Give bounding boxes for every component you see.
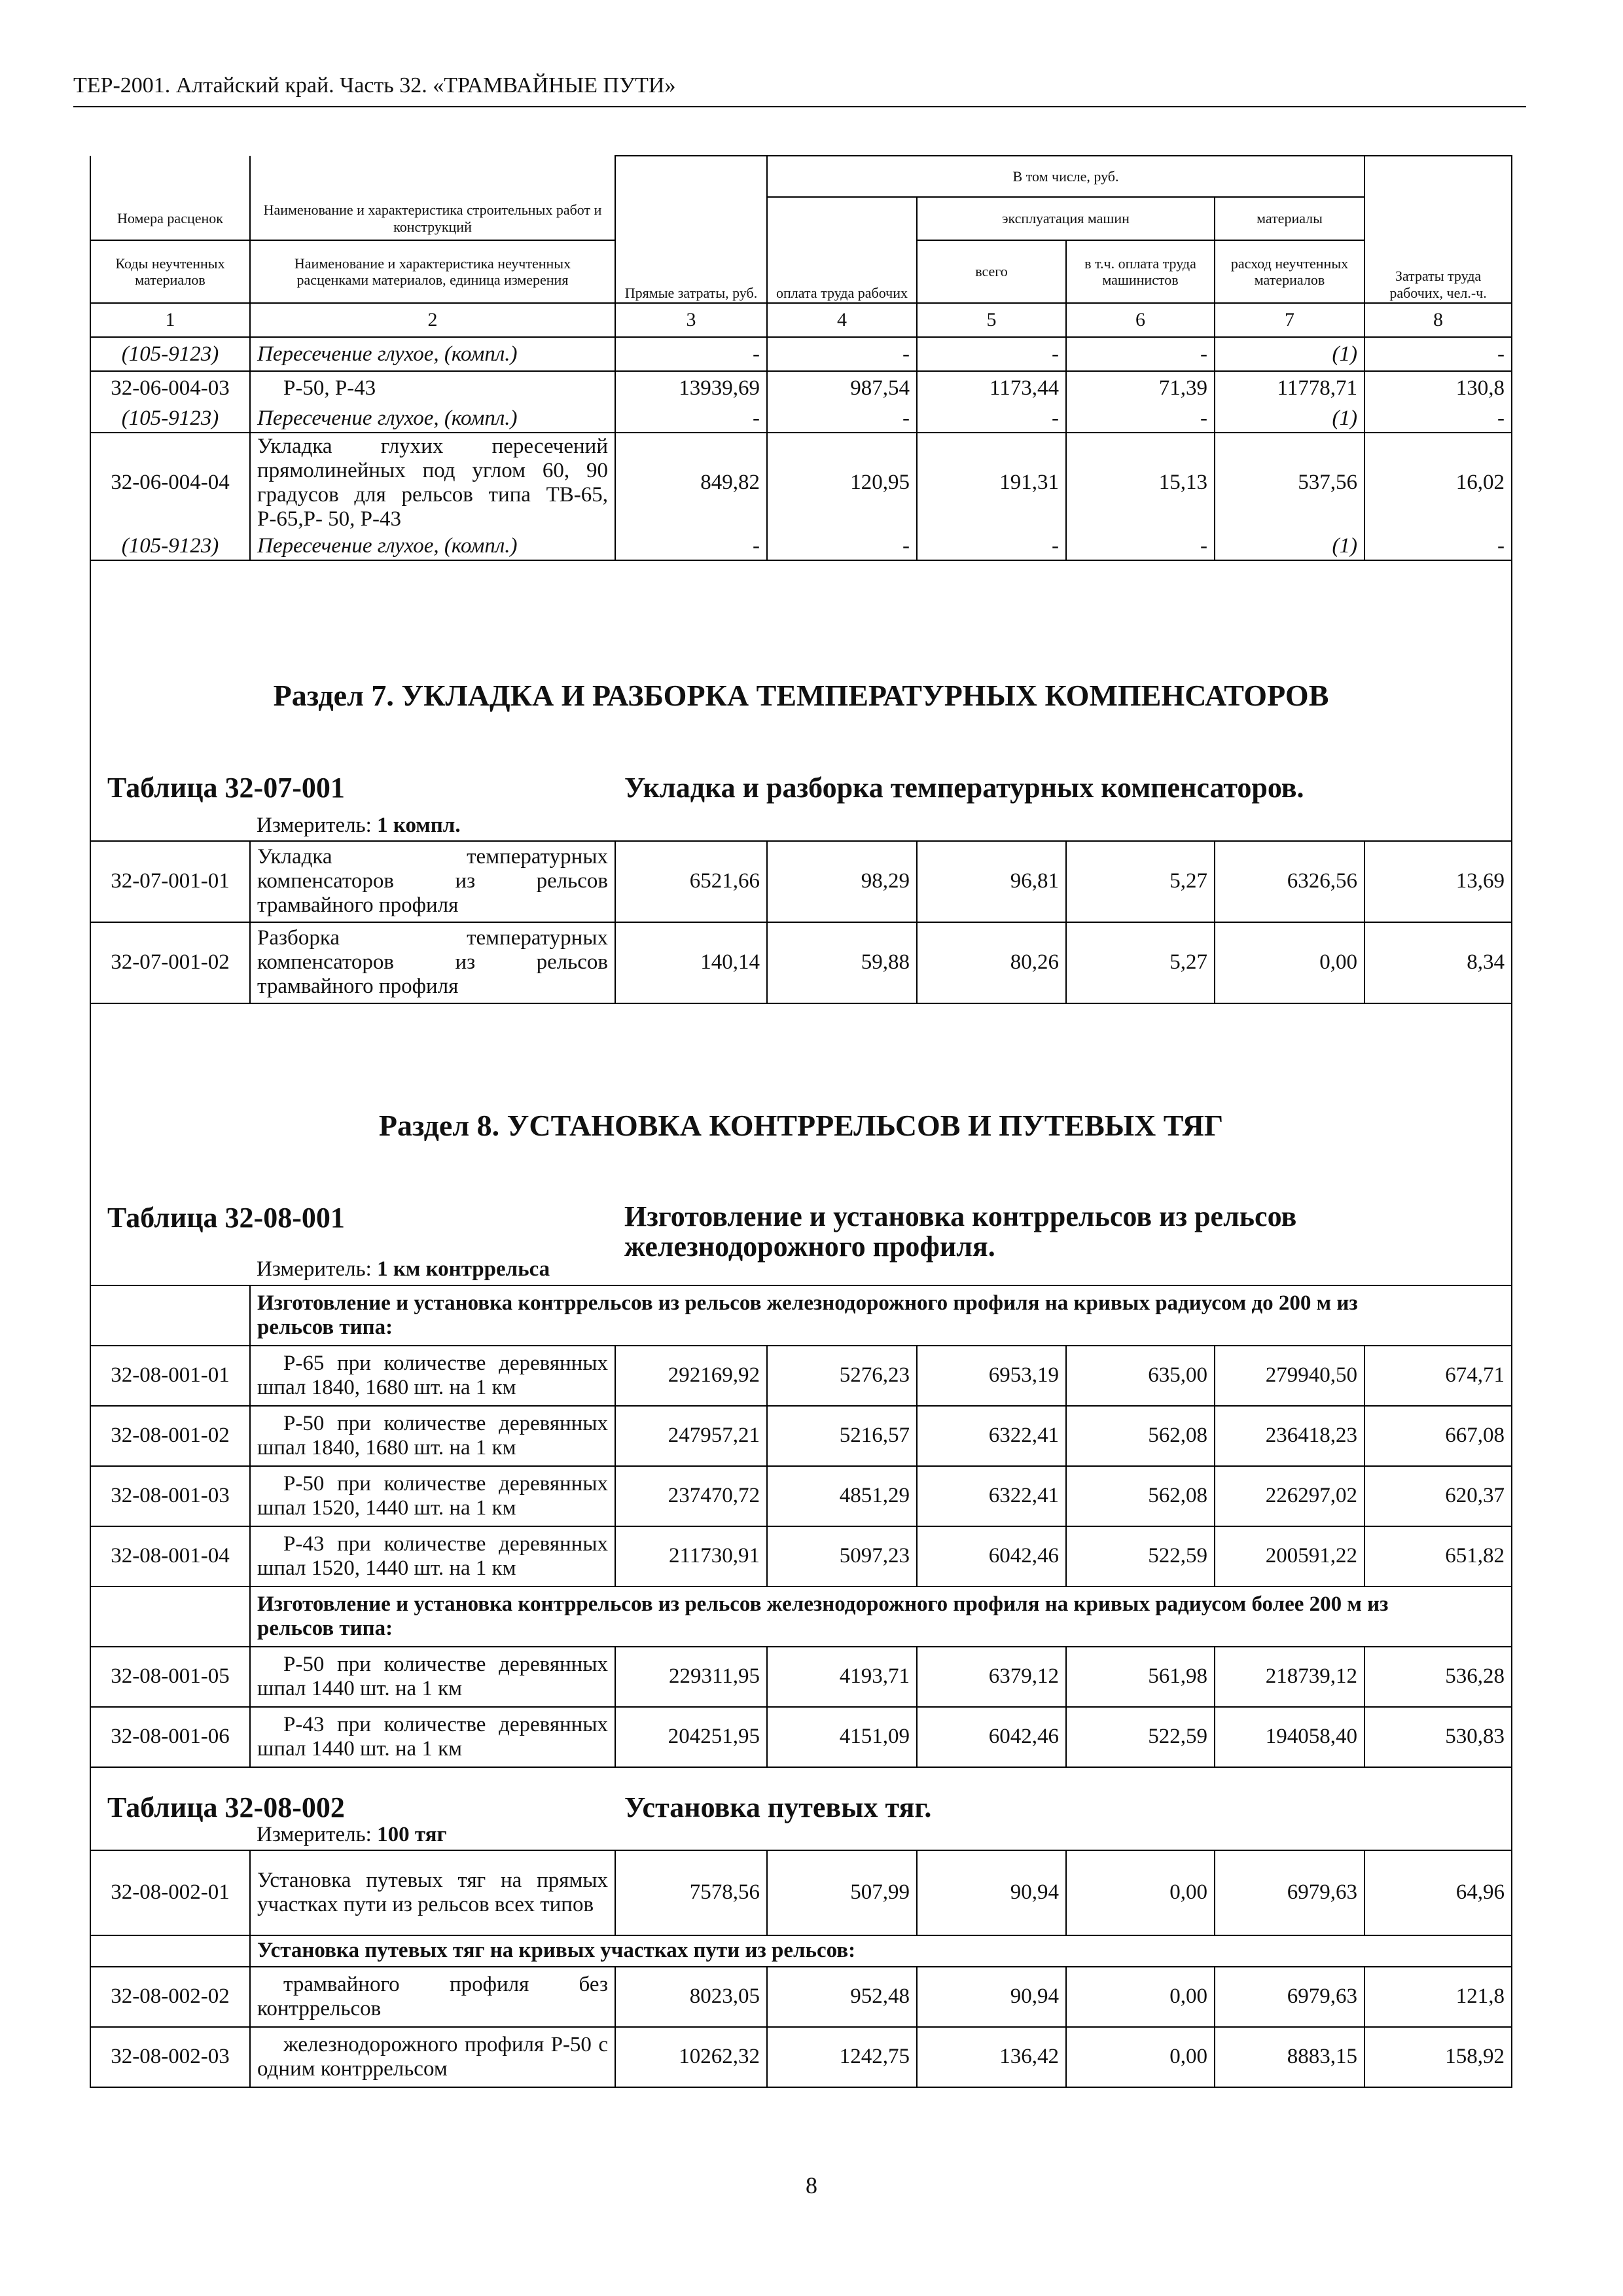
cell: 80,26 <box>917 922 1066 1003</box>
table-row <box>90 1647 1512 1707</box>
section-title: Раздел 7. УКЛАДКА И РАЗБОРКА ТЕМПЕРАТУРНЫХ КОМПЕНСАТОРОВ <box>273 679 1329 713</box>
col4-head: оплата труда рабочих <box>767 197 917 303</box>
cell: - <box>1364 337 1512 371</box>
cell: 279940,50 <box>1215 1346 1364 1406</box>
cell: - <box>917 337 1066 371</box>
col-number: 6 <box>1066 303 1215 337</box>
measure-label: Измеритель: <box>257 813 372 837</box>
cell: - <box>1364 533 1512 560</box>
col7-head: расход неучтенных материалов <box>1215 240 1364 303</box>
section-7-row <box>90 560 1512 739</box>
cell: (1) <box>1215 337 1364 371</box>
rate-code: 32-08-001-05 <box>90 1647 250 1707</box>
cell: - <box>1364 405 1512 433</box>
cell: 292169,92 <box>615 1346 767 1406</box>
cell: 90,94 <box>917 1967 1066 2027</box>
material-row <box>90 337 1512 371</box>
table-row <box>90 1526 1512 1587</box>
measure-value: 1 км контррельса <box>377 1257 550 1281</box>
table-label: Таблица 32-07-001 <box>107 771 345 804</box>
cell: 0,00 <box>1066 1850 1215 1935</box>
table-title: Укладка и разборка температурных компенсаторов. <box>624 771 1304 804</box>
subheading-row <box>90 1935 1512 1967</box>
cell: 226297,02 <box>1215 1466 1364 1526</box>
measure <box>250 1820 1512 1850</box>
cell: 522,59 <box>1066 1526 1215 1587</box>
rate-name: трамвайного профиля без контррельсов <box>250 1967 615 2027</box>
table-row <box>90 1466 1512 1526</box>
running-header: ТЕР-2001. Алтайский край. Часть 32. «ТРАМВАЙНЫЕ ПУТИ» <box>73 73 676 98</box>
cell: 667,08 <box>1364 1406 1512 1466</box>
table-row <box>90 1406 1512 1466</box>
material-row <box>90 533 1512 560</box>
rate-code: 32-08-002-01 <box>90 1850 250 1935</box>
col8-head: Затраты труда рабочих, чел.-ч. <box>1364 156 1512 303</box>
cell: 211730,91 <box>615 1526 767 1587</box>
subheading: Установка путевых тяг на кривых участках пути из рельсов: <box>250 1935 1512 1967</box>
header-rule <box>73 106 1526 107</box>
rate-code: 32-07-001-02 <box>90 922 250 1003</box>
cell: 247957,21 <box>615 1406 767 1466</box>
cell: 5,27 <box>1066 841 1215 922</box>
cell: 952,48 <box>767 1967 917 2027</box>
table-row <box>90 2027 1512 2087</box>
subheading: Изготовление и установка контррельсов из рельсов железнодорожного профиля на кривых радиусом до 200 м из рельсов типа: <box>250 1285 1512 1346</box>
incl-head: В том числе, руб. <box>767 156 1364 197</box>
rate-name: Укладка температурных компенсаторов из рельсов трамвайного профиля <box>250 841 615 922</box>
cell: 8023,05 <box>615 1967 767 2027</box>
rate-code: 32-06-004-03 <box>90 371 250 405</box>
rate-code: 32-08-002-02 <box>90 1967 250 2027</box>
measure <box>250 811 1512 841</box>
rate-code: 32-08-001-06 <box>90 1707 250 1767</box>
cell: 507,99 <box>767 1850 917 1935</box>
table-title-row <box>90 739 1512 811</box>
cell: 4851,29 <box>767 1466 917 1526</box>
cell: 5,27 <box>1066 922 1215 1003</box>
cell: 6322,41 <box>917 1406 1066 1466</box>
material-name: Пересечение глухое, (компл.) <box>250 533 615 560</box>
rate-name: железнодорожного профиля Р-50 с одним контррельсом <box>250 2027 615 2087</box>
spacer <box>90 1935 250 1967</box>
measure-label: Измеритель: <box>257 1257 372 1281</box>
subheading: Изготовление и установка контррельсов из рельсов железнодорожного профиля на кривых радиусом более 200 м из рельсов типа: <box>250 1587 1512 1647</box>
cell: 71,39 <box>1066 371 1215 405</box>
cell: 96,81 <box>917 841 1066 922</box>
rate-code: 32-08-001-04 <box>90 1526 250 1587</box>
col-number: 4 <box>767 303 917 337</box>
rate-code: 32-08-001-02 <box>90 1406 250 1466</box>
cell: 4151,09 <box>767 1707 917 1767</box>
cell: - <box>615 405 767 433</box>
cell: 218739,12 <box>1215 1647 1364 1707</box>
table-title: Установка путевых тяг. <box>624 1791 932 1823</box>
cell: 13,69 <box>1364 841 1512 922</box>
cell: 10262,32 <box>615 2027 767 2087</box>
table-row <box>90 433 1512 533</box>
rate-name: Установка путевых тяг на прямых участках пути из рельсов всех типов <box>250 1850 615 1935</box>
cell: - <box>1066 533 1215 560</box>
cell: 59,88 <box>767 922 917 1003</box>
col2-head-top: Наименование и характеристика строительных работ и конструкций <box>250 197 615 240</box>
cell: - <box>767 337 917 371</box>
material-name: Пересечение глухое, (компл.) <box>250 337 615 371</box>
cell: 1242,75 <box>767 2027 917 2087</box>
cell: 8,34 <box>1364 922 1512 1003</box>
cell: 6042,46 <box>917 1526 1066 1587</box>
cell: - <box>615 533 767 560</box>
cell: 191,31 <box>917 433 1066 533</box>
cell: 64,96 <box>1364 1850 1512 1935</box>
col-number: 7 <box>1215 303 1364 337</box>
table-row <box>90 841 1512 922</box>
rate-name: Р-50 при количестве деревянных шпал 1520, 1440 шт. на 1 км <box>250 1466 615 1526</box>
cell: 5216,57 <box>767 1406 917 1466</box>
cell: 530,83 <box>1364 1707 1512 1767</box>
page-number: 8 <box>806 2172 817 2198</box>
cell: 522,59 <box>1066 1707 1215 1767</box>
cell: 6521,66 <box>615 841 767 922</box>
measure-value: 1 компл. <box>377 813 461 837</box>
cell: 987,54 <box>767 371 917 405</box>
cell: - <box>917 405 1066 433</box>
col-number: 8 <box>1364 303 1512 337</box>
cell: 6979,63 <box>1215 1967 1364 2027</box>
material-code: (105-9123) <box>90 533 250 560</box>
cell: 0,00 <box>1066 1967 1215 2027</box>
cell: 7578,56 <box>615 1850 767 1935</box>
rates-table <box>90 155 1512 2088</box>
cell: 229311,95 <box>615 1647 767 1707</box>
cell: 620,37 <box>1364 1466 1512 1526</box>
cell: 562,08 <box>1066 1466 1215 1526</box>
cell: 0,00 <box>1066 2027 1215 2087</box>
col1-head-spacer <box>90 156 250 197</box>
cell: 140,14 <box>615 922 767 1003</box>
table-row <box>90 1967 1512 2027</box>
table-label: Таблица 32-08-002 <box>107 1791 345 1823</box>
measure-value: 100 тяг <box>377 1822 447 1846</box>
cell: 6979,63 <box>1215 1850 1364 1935</box>
table-row <box>90 922 1512 1003</box>
material-row <box>90 405 1512 433</box>
table-title: Изготовление и установка контррельсов из рельсов железнодорожного профиля. <box>624 1200 1297 1263</box>
cell: 15,13 <box>1066 433 1215 533</box>
cell: 130,8 <box>1364 371 1512 405</box>
cell: 6953,19 <box>917 1346 1066 1406</box>
cell: 6042,46 <box>917 1707 1066 1767</box>
table-label: Таблица 32-08-001 <box>107 1201 345 1234</box>
rate-name: Р-50, Р-43 <box>250 371 615 405</box>
cell: 849,82 <box>615 433 767 533</box>
table-row <box>90 371 1512 405</box>
materials-head: материалы <box>1215 197 1364 240</box>
cell: 635,00 <box>1066 1346 1215 1406</box>
cell: 5276,23 <box>767 1346 917 1406</box>
col-number: 1 <box>90 303 250 337</box>
table-title-row <box>90 1767 1512 1820</box>
col6-head: в т.ч. оплата труда машинистов <box>1066 240 1215 303</box>
col1-head-top: Номера расценок <box>90 197 250 240</box>
cell: 537,56 <box>1215 433 1364 533</box>
rate-code: 32-08-002-03 <box>90 2027 250 2087</box>
cell: 674,71 <box>1364 1346 1512 1406</box>
cell: 90,94 <box>917 1850 1066 1935</box>
table-row <box>90 1707 1512 1767</box>
table-row <box>90 1346 1512 1406</box>
cell: 13939,69 <box>615 371 767 405</box>
cell: 5097,23 <box>767 1526 917 1587</box>
cell: 16,02 <box>1364 433 1512 533</box>
table-title-row <box>90 1162 1512 1254</box>
cell: - <box>917 533 1066 560</box>
cell: 6379,12 <box>917 1647 1066 1707</box>
cell: 562,08 <box>1066 1406 1215 1466</box>
spacer <box>90 811 250 841</box>
cell: 6326,56 <box>1215 841 1364 922</box>
measure-row <box>90 1820 1512 1850</box>
rate-name: Разборка температурных компенсаторов из рельсов трамвайного профиля <box>250 922 615 1003</box>
col-number: 3 <box>615 303 767 337</box>
cell: (1) <box>1215 533 1364 560</box>
cell: - <box>615 337 767 371</box>
rate-code: 32-08-001-01 <box>90 1346 250 1406</box>
rate-name: Укладка глухих пересечений прямолинейных под углом 60, 90 градусов для рельсов типа ТВ-65, Р-65,Р- 50, Р-43 <box>250 433 615 533</box>
cell: 561,98 <box>1066 1647 1215 1707</box>
subheading-row <box>90 1285 1512 1346</box>
machines-head: эксплуатация машин <box>917 197 1215 240</box>
table-row <box>90 1850 1512 1935</box>
cell: 98,29 <box>767 841 917 922</box>
rate-code: 32-06-004-04 <box>90 433 250 533</box>
spacer <box>90 1285 250 1346</box>
cell: 194058,40 <box>1215 1707 1364 1767</box>
material-code: (105-9123) <box>90 405 250 433</box>
cell: 200591,22 <box>1215 1526 1364 1587</box>
cell: 651,82 <box>1364 1526 1512 1587</box>
col-number: 2 <box>250 303 615 337</box>
cell: 120,95 <box>767 433 917 533</box>
cell: 0,00 <box>1215 922 1364 1003</box>
rate-name: Р-43 при количестве деревянных шпал 1520, 1440 шт. на 1 км <box>250 1526 615 1587</box>
rate-name: Р-50 при количестве деревянных шпал 1440 шт. на 1 км <box>250 1647 615 1707</box>
col2-head-bottom: Наименование и характеристика неучтенных расценками материалов, единица измерения <box>250 240 615 303</box>
spacer <box>90 1254 250 1285</box>
cell: 1173,44 <box>917 371 1066 405</box>
rate-name: Р-65 при количестве деревянных шпал 1840, 1680 шт. на 1 км <box>250 1346 615 1406</box>
column-numbers-row <box>90 303 1512 337</box>
cell: 536,28 <box>1364 1647 1512 1707</box>
rate-code: 32-08-001-03 <box>90 1466 250 1526</box>
material-code: (105-9123) <box>90 337 250 371</box>
spacer <box>90 1587 250 1647</box>
cell: 4193,71 <box>767 1647 917 1707</box>
col3-head: Прямые затраты, руб. <box>615 156 767 303</box>
col-number: 5 <box>917 303 1066 337</box>
rate-name: Р-50 при количестве деревянных шпал 1840, 1680 шт. на 1 км <box>250 1406 615 1466</box>
cell: 8883,15 <box>1215 2027 1364 2087</box>
rate-code: 32-07-001-01 <box>90 841 250 922</box>
cell: 237470,72 <box>615 1466 767 1526</box>
cell: 6322,41 <box>917 1466 1066 1526</box>
cell: 121,8 <box>1364 1967 1512 2027</box>
cell: 158,92 <box>1364 2027 1512 2087</box>
spacer <box>90 1820 250 1850</box>
measure-row <box>90 811 1512 841</box>
cell: 136,42 <box>917 2027 1066 2087</box>
cell: - <box>767 405 917 433</box>
cell: - <box>1066 337 1215 371</box>
material-name: Пересечение глухое, (компл.) <box>250 405 615 433</box>
col5-head: всего <box>917 240 1066 303</box>
rate-name: Р-43 при количестве деревянных шпал 1440 шт. на 1 км <box>250 1707 615 1767</box>
cell: - <box>767 533 917 560</box>
section-title: Раздел 8. УСТАНОВКА КОНТРРЕЛЬСОВ И ПУТЕВЫХ ТЯГ <box>378 1109 1224 1143</box>
cell: (1) <box>1215 405 1364 433</box>
col1-head-bottom: Коды неучтенных материалов <box>90 240 250 303</box>
section-8-row <box>90 1003 1512 1162</box>
subheading-row <box>90 1587 1512 1647</box>
cell: 204251,95 <box>615 1707 767 1767</box>
measure-label: Измеритель: <box>257 1822 372 1846</box>
cell: 11778,71 <box>1215 371 1364 405</box>
col2-head-spacer <box>250 156 615 197</box>
cell: 236418,23 <box>1215 1406 1364 1466</box>
cell: - <box>1066 405 1215 433</box>
